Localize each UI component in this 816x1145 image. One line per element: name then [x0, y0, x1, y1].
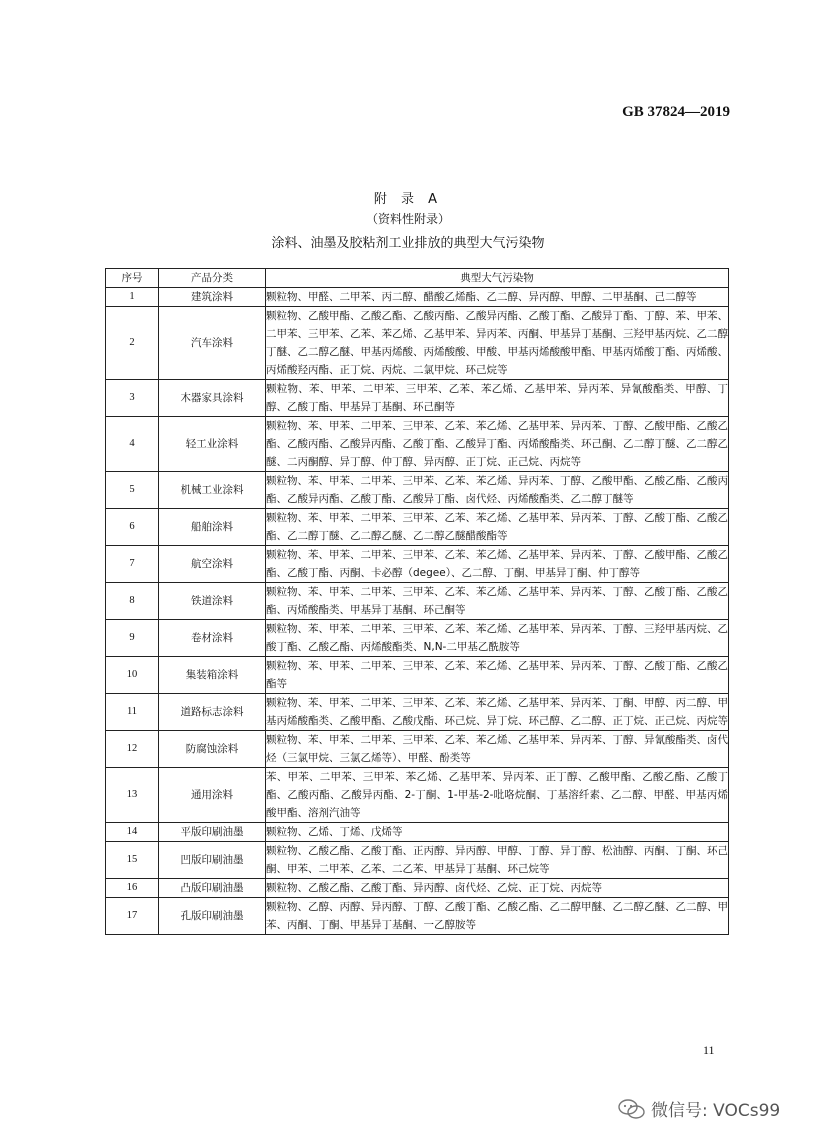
table-row	[106, 879, 729, 898]
wechat-icon	[617, 1098, 647, 1120]
product-category: 轻工业涂料	[159, 417, 266, 472]
table-body	[106, 288, 729, 935]
row-number: 12	[106, 731, 159, 768]
typical-pollutants: 颗粒物、苯、甲苯、二甲苯、三甲苯、乙苯、苯乙烯、乙基甲苯、异丙苯、异氰酸酯类、甲醇、丁醇、乙酸丁酯、甲基异丁基酮、环己酮等	[266, 380, 729, 417]
row-number: 17	[106, 898, 159, 935]
product-category: 防腐蚀涂料	[159, 731, 266, 768]
typical-pollutants: 苯、甲苯、二甲苯、三甲苯、苯乙烯、乙基甲苯、异丙苯、正丁醇、乙酸甲酯、乙酸乙酯、乙酸丁酯、乙酸丙酯、乙酸异丙酯、2-丁酮、1-甲基-2-吡咯烷酮、丁基溶纤素、乙二醇、甲醛、甲基丙烯酸甲酯、溶剂汽油等	[266, 768, 729, 823]
table-row	[106, 657, 729, 694]
table-row	[106, 472, 729, 509]
table-row	[106, 768, 729, 823]
product-category: 铁道涂料	[159, 583, 266, 620]
table-row	[106, 694, 729, 731]
watermark-text: 微信号: VOCs99	[651, 1101, 781, 1121]
product-category: 集装箱涂料	[159, 657, 266, 694]
column-header-category: 产品分类	[159, 269, 266, 288]
appendix-subtitle: （资料性附录）	[365, 212, 450, 226]
row-number: 14	[106, 823, 159, 842]
typical-pollutants: 颗粒物、苯、甲苯、二甲苯、三甲苯、乙苯、苯乙烯、异丙苯、丁醇、乙酸甲酯、乙酸乙酯、乙酸丙酯、乙酸异丙酯、乙酸丁酯、乙酸异丁酯、卤代烃、丙烯酸酯类、乙二醇丁醚等	[266, 472, 729, 509]
typical-pollutants: 颗粒物、苯、甲苯、二甲苯、三甲苯、乙苯、苯乙烯、乙基甲苯、异丙苯、丁醇、乙酸丁酯、乙酸乙酯、丙烯酸酯类、甲基异丁基酮、环己酮等	[266, 583, 729, 620]
product-category: 船舶涂料	[159, 509, 266, 546]
table-row	[106, 380, 729, 417]
typical-pollutants: 颗粒物、苯、甲苯、二甲苯、三甲苯、乙苯、苯乙烯、乙基甲苯、异丙苯、丁酮、甲醇、丙二醇、甲基丙烯酸酯类、乙酸甲酯、乙酸戊酯、环己烷、异丁烷、环己醇、乙二醇、正丁烷、正己烷、丙烷等	[266, 694, 729, 731]
row-number: 4	[106, 417, 159, 472]
typical-pollutants: 颗粒物、乙酸甲酯、乙酸乙酯、乙酸丙酯、乙酸异丙酯、乙酸丁酯、乙酸异丁酯、丁醇、苯、甲苯、二甲苯、三甲苯、乙苯、苯乙烯、乙基甲苯、异丙苯、丙酮、甲基异丁基酮、三羟甲基丙烷、乙二醇丁醚、乙二醇乙醚、甲基丙烯酸、丙烯酸酸、甲酸、甲基丙烯酸酸甲酯、甲基丙烯酸丁酯、丙烯酸、丙烯酸羟丙酯、正丁烷、丙烷、二氯甲烷、环己烷等	[266, 307, 729, 380]
table-row	[106, 417, 729, 472]
table-row	[106, 546, 729, 583]
table-row	[106, 307, 729, 380]
row-number: 1	[106, 288, 159, 307]
table-header-row	[106, 269, 729, 288]
typical-pollutants: 颗粒物、苯、甲苯、二甲苯、三甲苯、乙苯、苯乙烯、乙基甲苯、异丙苯、丁醇、乙酸甲酯、乙酸乙酯、乙酸丙酯、乙酸异丙酯、乙酸丁酯、乙酸异丁酯、丙烯酸酯类、环己酮、乙二醇丁醚、乙二醇乙醚、二丙酮醇、异丁醇、仲丁醇、异丙醇、正丁烷、正己烷、丙烷等	[266, 417, 729, 472]
row-number: 2	[106, 307, 159, 380]
table-caption: 涂料、油墨及胶粘剂工业排放的典型大气污染物	[271, 236, 545, 251]
row-number: 13	[106, 768, 159, 823]
row-number: 16	[106, 879, 159, 898]
typical-pollutants: 颗粒物、乙酸乙酯、乙酸丁酯、正丙醇、异丙醇、甲醇、丁醇、异丁醇、松油醇、丙酮、丁酮、环己酮、甲苯、二甲苯、乙苯、二乙苯、甲基异丁基酮、环己烷等	[266, 842, 729, 879]
table-row	[106, 823, 729, 842]
product-category: 孔版印刷油墨	[159, 898, 266, 935]
row-number: 8	[106, 583, 159, 620]
row-number: 11	[106, 694, 159, 731]
row-number: 5	[106, 472, 159, 509]
product-category: 通用涂料	[159, 768, 266, 823]
row-number: 15	[106, 842, 159, 879]
typical-pollutants: 颗粒物、甲醛、二甲苯、丙二醇、醋酸乙烯酯、乙二醇、异丙醇、甲醇、二甲基酮、己二醇等	[266, 288, 729, 307]
table-row	[106, 620, 729, 657]
product-category: 平版印刷油墨	[159, 823, 266, 842]
product-category: 木器家具涂料	[159, 380, 266, 417]
page-number: 11	[703, 1043, 715, 1057]
row-number: 10	[106, 657, 159, 694]
product-category: 建筑涂料	[159, 288, 266, 307]
typical-pollutants: 颗粒物、苯、甲苯、二甲苯、三甲苯、乙苯、苯乙烯、乙基甲苯、异丙苯、丁醇、乙酸丁酯、乙酸乙酯、乙二醇丁醚、乙二醇乙醚、乙二醇乙醚醋酸酯等	[266, 509, 729, 546]
standard-code: GB 37824—2019	[622, 104, 730, 120]
table-row	[106, 509, 729, 546]
product-category: 凹版印刷油墨	[159, 842, 266, 879]
appendix-title: 附 录 A	[373, 192, 443, 207]
table-row	[106, 842, 729, 879]
typical-pollutants: 颗粒物、苯、甲苯、二甲苯、三甲苯、乙苯、苯乙烯、乙基甲苯、异丙苯、丁醇、三羟甲基丙烷、乙酸丁酯、乙酸乙酯、丙烯酸酯类、N,N-二甲基乙酰胺等	[266, 620, 729, 657]
product-category: 航空涂料	[159, 546, 266, 583]
column-header-number: 序号	[106, 269, 159, 288]
typical-pollutants: 颗粒物、苯、甲苯、二甲苯、三甲苯、乙苯、苯乙烯、乙基甲苯、异丙苯、丁醇、乙酸丁酯、乙酸乙酯等	[266, 657, 729, 694]
appendix-heading	[0, 188, 816, 254]
row-number: 7	[106, 546, 159, 583]
product-category: 道路标志涂料	[159, 694, 266, 731]
typical-pollutants: 颗粒物、苯、甲苯、二甲苯、三甲苯、乙苯、苯乙烯、乙基甲苯、异丙苯、丁醇、异氰酸酯类、卤代烃（三氯甲烷、三氯乙烯等）、甲醛、酚类等	[266, 731, 729, 768]
table-row	[106, 583, 729, 620]
pollutants-table	[105, 268, 729, 935]
product-category: 卷材涂料	[159, 620, 266, 657]
typical-pollutants: 颗粒物、乙酸乙酯、乙酸丁酯、异丙醇、卤代烃、乙烷、正丁烷、丙烷等	[266, 879, 729, 898]
row-number: 6	[106, 509, 159, 546]
product-category: 汽车涂料	[159, 307, 266, 380]
table-row	[106, 731, 729, 768]
typical-pollutants: 颗粒物、乙醇、丙醇、异丙醇、丁醇、乙酸丁酯、乙酸乙酯、乙二醇甲醚、乙二醇乙醚、乙二醇、甲苯、丙酮、丁酮、甲基异丁基酮、一乙醇胺等	[266, 898, 729, 935]
watermark	[617, 1096, 780, 1121]
product-category: 机械工业涂料	[159, 472, 266, 509]
table-row	[106, 898, 729, 935]
product-category: 凸版印刷油墨	[159, 879, 266, 898]
typical-pollutants: 颗粒物、苯、甲苯、二甲苯、三甲苯、乙苯、苯乙烯、乙基甲苯、异丙苯、丁醇、乙酸甲酯、乙酸乙酯、乙酸丁酯、丙酮、卡必醇（degee）、乙二醇、丁酮、甲基异丁酮、仲丁醇等	[266, 546, 729, 583]
table-row	[106, 288, 729, 307]
row-number: 3	[106, 380, 159, 417]
column-header-pollutants: 典型大气污染物	[266, 269, 729, 288]
typical-pollutants: 颗粒物、乙烯、丁烯、戊烯等	[266, 823, 729, 842]
row-number: 9	[106, 620, 159, 657]
